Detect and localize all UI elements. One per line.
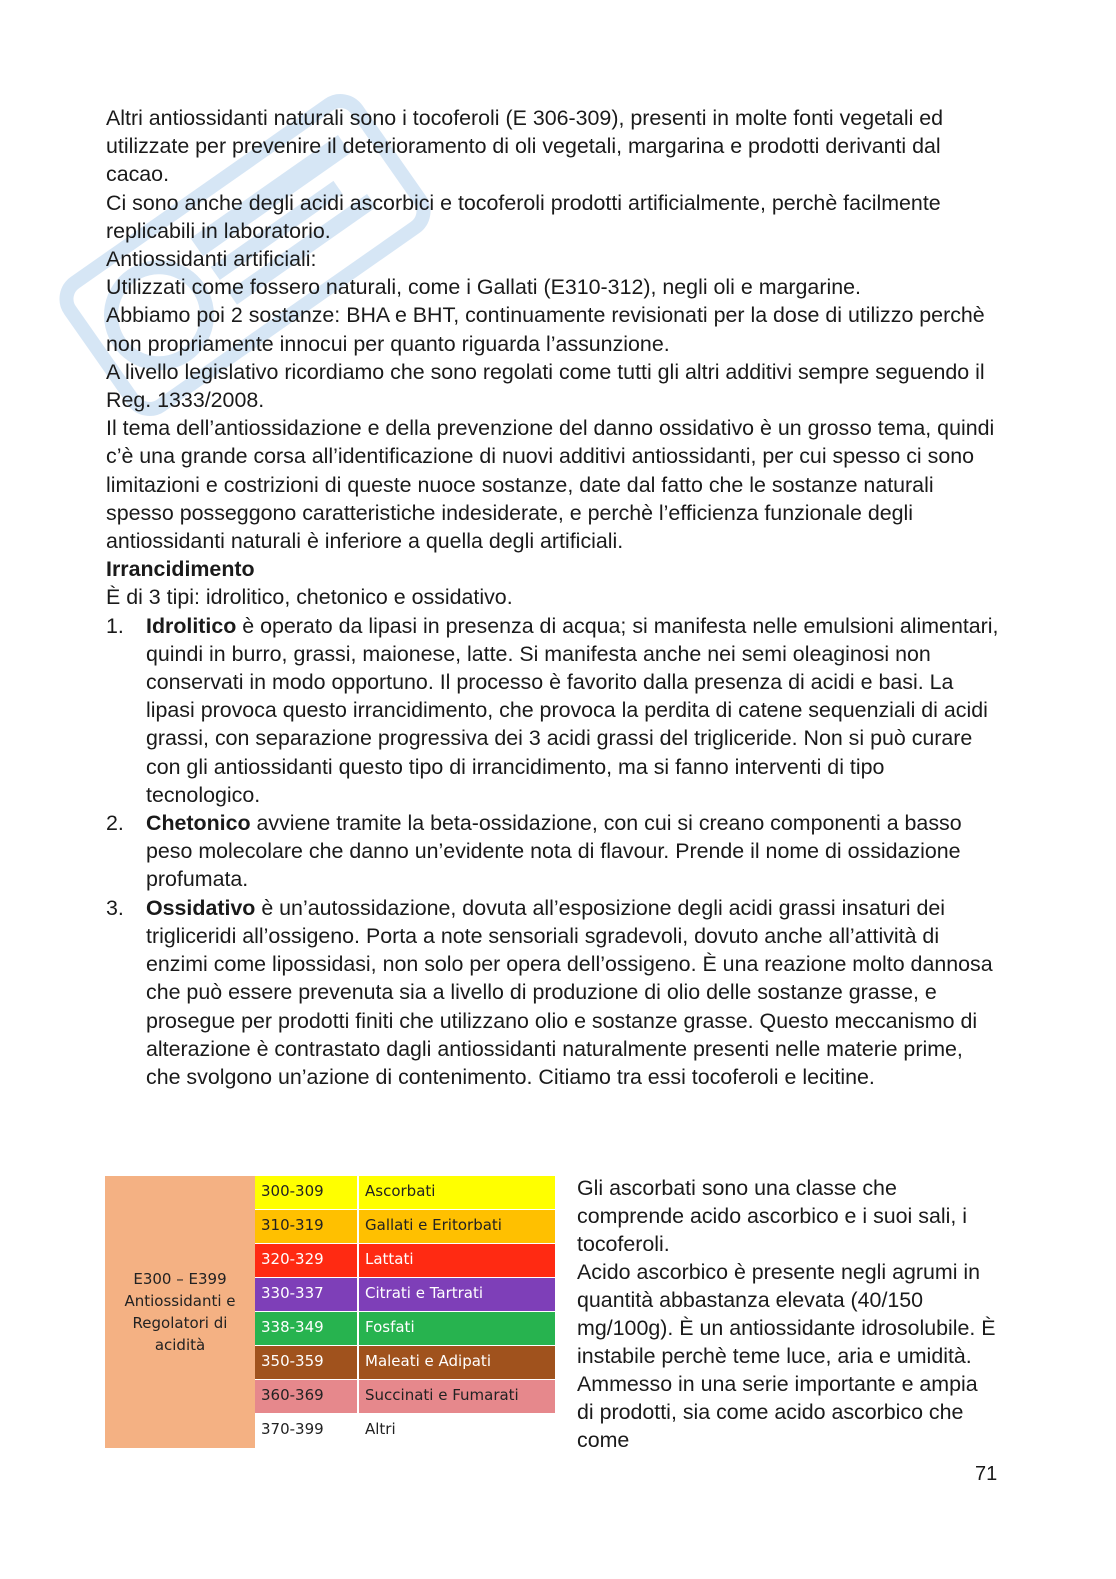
body-paragraph: Utilizzati come fossero naturali, come i Gallati (E310-312), negli oli e margarine. <box>106 275 861 300</box>
additive-class: Fosfati <box>365 1318 415 1336</box>
additive-code: 310-319 <box>255 1210 359 1243</box>
additive-code: 350-359 <box>255 1346 359 1379</box>
side-paragraph: Acido ascorbico è presente negli agrumi in quantità abbastanza elevata (40/150 mg/100g). È un antiossidante idrosolubile. È instabile perchè teme luce, aria e umidità. Ammesso in una serie importante e ampia di prodotti, sia come acido ascorbico che come <box>577 1260 996 1452</box>
body-paragraph: Abbiamo poi 2 sostanze: BHA e BHT, continuamente revisionati per la dose di utilizzo perchè non propriamente innocui per quanto riguarda l’assunzione. <box>106 303 985 356</box>
table-row <box>255 1176 555 1209</box>
table-row <box>255 1210 555 1243</box>
additives-table <box>105 1176 555 1448</box>
side-text <box>577 1174 997 1454</box>
additive-code: 360-369 <box>255 1380 359 1413</box>
list-term: Ossidativo <box>146 895 256 920</box>
list-number: 3. <box>106 895 124 920</box>
additive-class: Ascorbati <box>365 1182 436 1200</box>
table-row <box>255 1414 555 1447</box>
page-number: 71 <box>975 1463 998 1485</box>
table-row <box>255 1278 555 1311</box>
additive-code: 320-329 <box>255 1244 359 1277</box>
list-text: avviene tramite la beta-ossidazione, con cui si creano componenti a basso peso molecolare che danno un’evidente nota di flavour. Prende il nome di ossidazione profumata. <box>146 811 962 892</box>
list-item <box>106 809 1001 894</box>
section-intro: È di 3 tipi: idrolitico, chetonico e ossidativo. <box>106 585 513 610</box>
list-number: 2. <box>106 811 124 836</box>
range-label-line: Regolatori di <box>132 1314 228 1332</box>
additive-class: Altri <box>365 1420 396 1438</box>
additive-code: 300-309 <box>255 1176 359 1209</box>
range-label-line: Antiossidanti e <box>124 1292 236 1310</box>
range-label-block <box>105 1176 255 1448</box>
list-text: è un’autossidazione, dovuta all’esposizione degli acidi grassi insaturi dei trigliceridi all’ossigeno. Porta a note sensoriali sgradevoli, dovuto anche all’attività di enzimi come lipossidasi, non solo per opera dell’ossigeno. È una reazione molto dannosa che può essere prevenuta sia a livello di produzione di olio delle sostanze grasse, e prosegue per prodotti finiti che utilizzano olio e sostanze grasse. Questo meccanismo di alterazione è contrastato dagli antiossidanti naturalmente presenti nelle materie prime, che svolgono un’azione di contenimento. Citiamo tra essi tocoferoli e lecitine. <box>146 895 993 1089</box>
body-paragraph: Ci sono anche degli acidi ascorbici e tocoferoli prodotti artificialmente, perchè facilmente replicabili in laboratorio. <box>106 190 941 243</box>
list-term: Idrolitico <box>146 613 237 638</box>
additive-code: 330-337 <box>255 1278 359 1311</box>
body-paragraph: Altri antiossidanti naturali sono i tocoferoli (E 306-309), presenti in molte fonti vegetali ed utilizzate per prevenire il deterioramento di oli vegetali, margarina e prodotti derivanti dal cacao. <box>106 106 944 187</box>
list-number: 1. <box>106 613 124 638</box>
table-row <box>255 1244 555 1277</box>
additive-class: Lattati <box>365 1250 414 1268</box>
additive-class: Gallati e Eritorbati <box>365 1216 502 1234</box>
body-paragraph: Antiossidanti artificiali: <box>106 247 317 272</box>
table-row <box>255 1346 555 1379</box>
body-paragraph: A livello legislativo ricordiamo che sono regolati come tutti gli altri additivi sempre seguendo il Reg. 1333/2008. <box>106 359 985 413</box>
list-text: è operato da lipasi in presenza di acqua; si manifesta nelle emulsioni alimentari, quindi in burro, grassi, maionese, latte. Si manifesta anche nei semi oleaginosi non conservati in modo opportuno. Il processo è favorito dalla presenza di acidi e basi. La lipasi provoca questo irrancidimento, che provoca la perdita di catene sequenziali di acidi grassi, con separazione progressiva dei 3 acidi grassi del trigliceride. Non si può curare con gli antiossidanti questo tipo di irrancidimento, ma si fanno interventi di tipo tecnologico. <box>146 613 999 807</box>
table-row <box>255 1380 555 1413</box>
range-label-line: acidità <box>154 1336 206 1354</box>
list-term: Chetonico <box>146 811 251 836</box>
section-heading: Irrancidimento <box>106 557 255 582</box>
list-item <box>106 894 1001 1091</box>
range-label-line: E300 – E399 <box>133 1270 227 1288</box>
additive-code: 338-349 <box>255 1312 359 1345</box>
additive-class: Maleati e Adipati <box>365 1352 491 1370</box>
body-paragraph: Il tema dell’antiossidazione e della prevenzione del danno ossidativo è un grosso tema, quindi c’è una grande corsa all’identificazione di nuovi additivi antiossidanti, per cui spesso ci sono limitazioni e costrizioni di queste nuoce sostanze, date dal fatto che le sostanze naturali spesso posseggono caratteristiche indesiderate, e perchè l’efficienza funzionale degli antiossidanti naturali è inferiore a quella degli artificiali. <box>106 416 995 554</box>
additive-code: 370-399 <box>255 1414 359 1447</box>
rancidity-types-list <box>106 612 1001 1091</box>
list-item <box>106 612 1001 809</box>
additive-class: Succinati e Fumarati <box>365 1386 519 1404</box>
side-paragraph: Gli ascorbati sono una classe che comprende acido ascorbico e i suoi sali, i tocoferoli. <box>577 1176 967 1256</box>
table-row <box>255 1312 555 1345</box>
main-text <box>106 104 1001 1091</box>
additive-class: Citrati e Tartrati <box>365 1284 484 1302</box>
